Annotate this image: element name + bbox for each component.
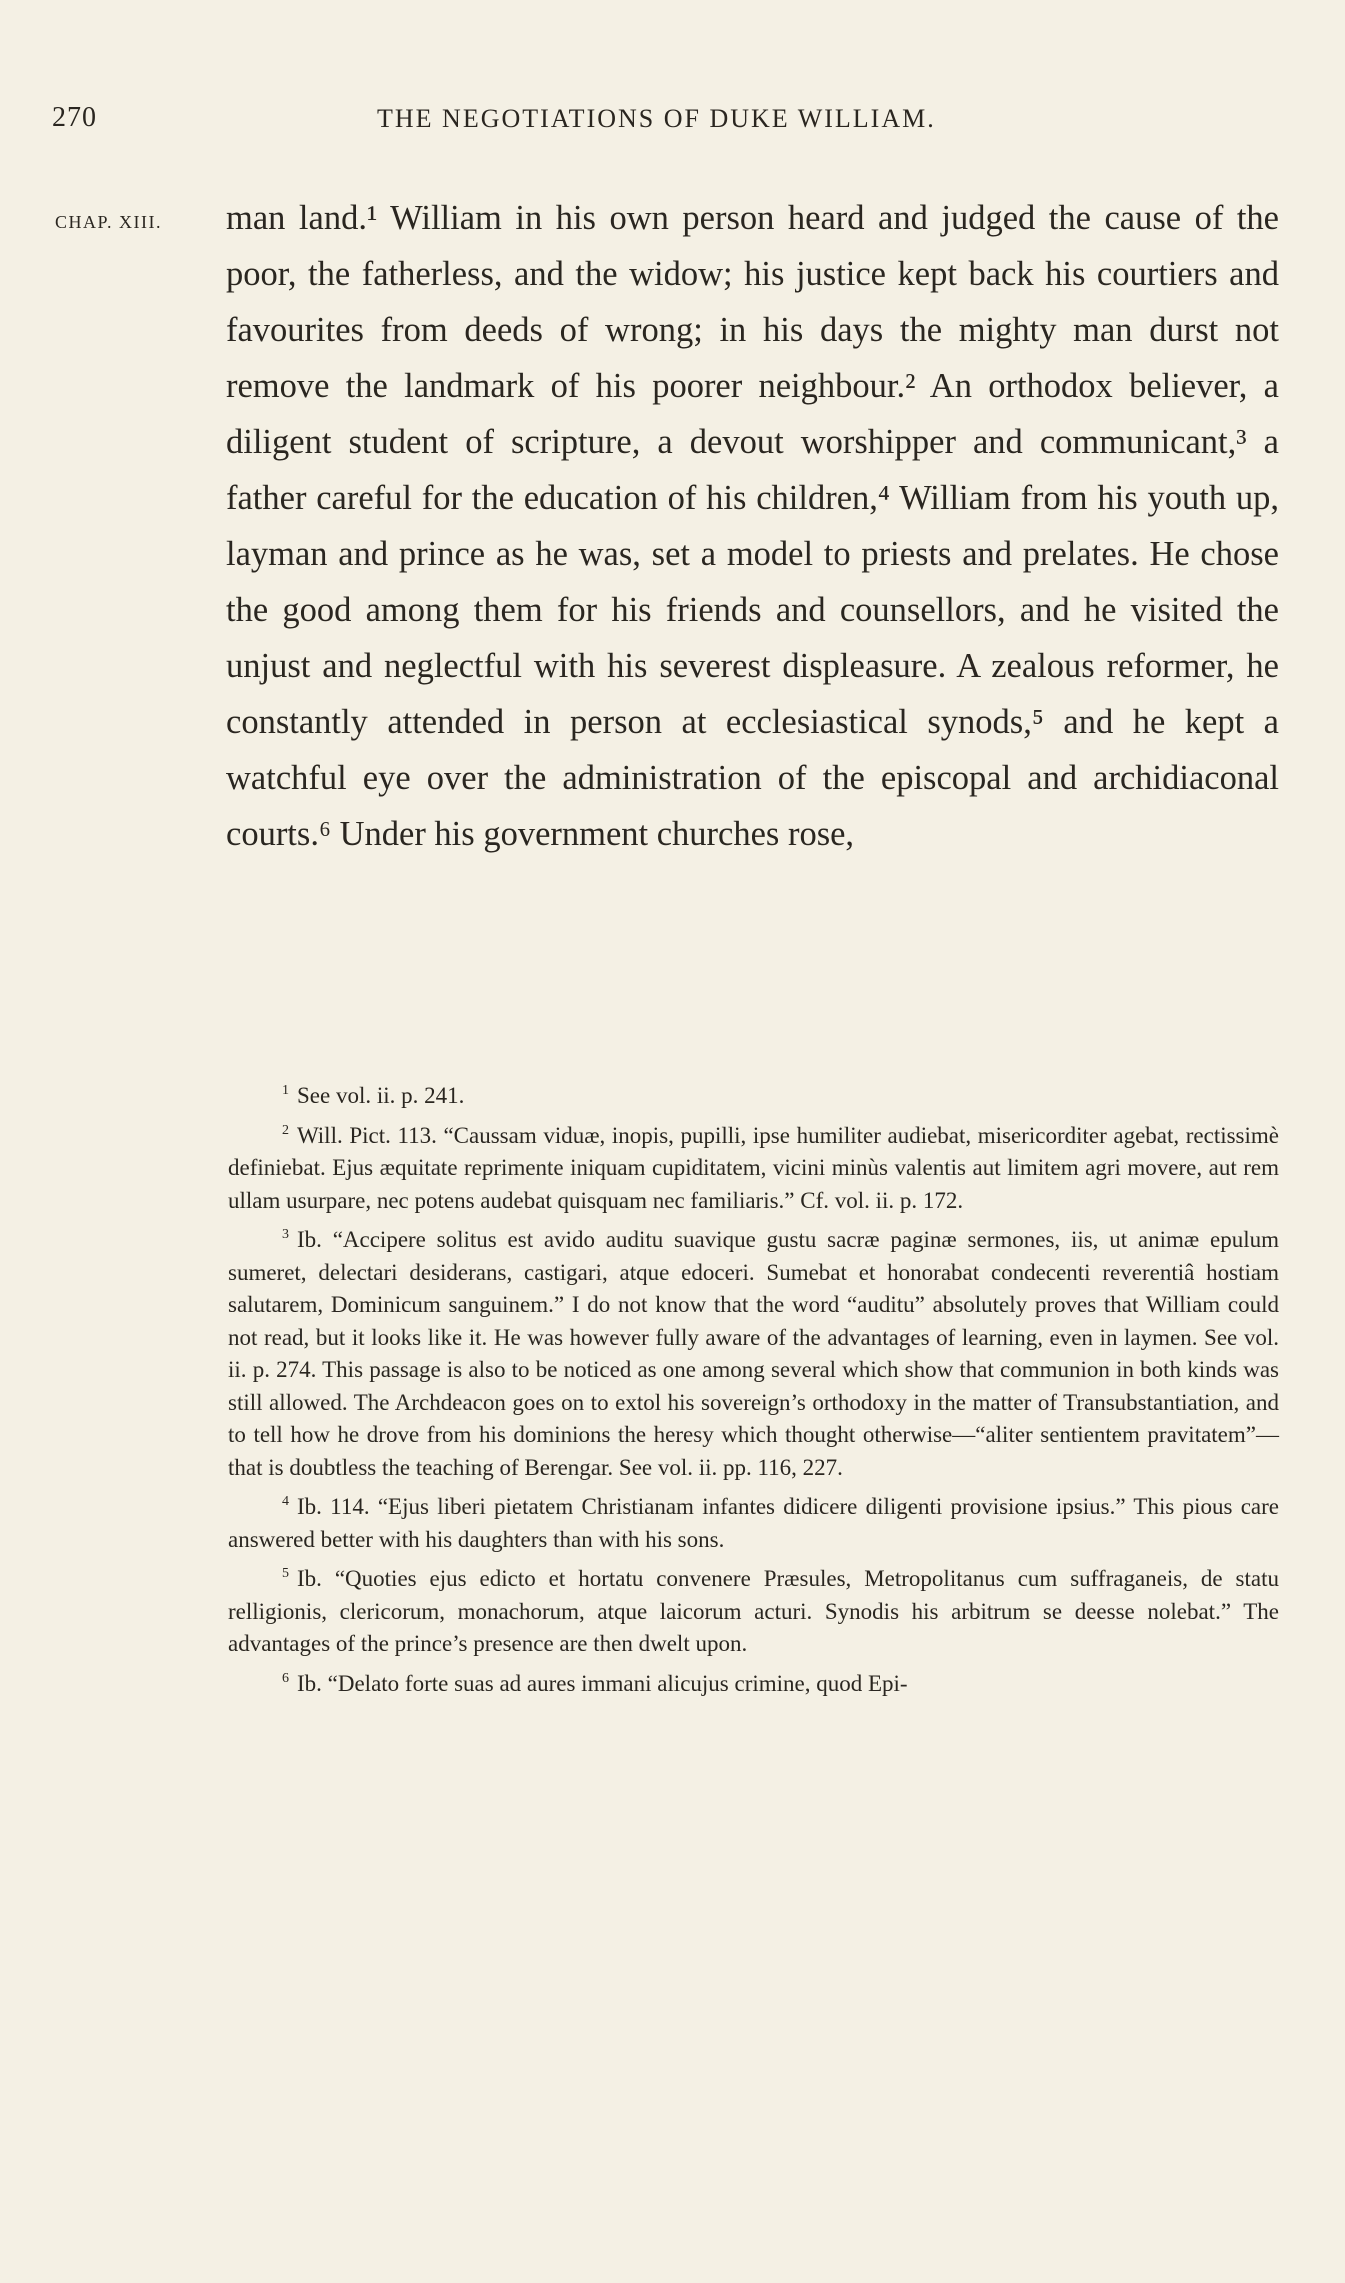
- footnote-marker: 3: [282, 1227, 289, 1242]
- footnote-marker: 5: [282, 1566, 289, 1581]
- page-number: 270: [52, 102, 97, 133]
- footnote-4: [228, 1486, 1279, 1556]
- body-paragraph: man land.¹ William in his own person heard and judged the cause of the poor, the fatherless, and the widow; his justice kept back his courtiers and favourites from deeds of wrong; in his days the mighty man durst not remove the landmark of his poorer neighbour.² An orthodox believer, a diligent student of scripture, a devout worshipper and communicant,³ a father careful for the education of his children,⁴ William from his youth up, layman and prince as he was, set a model to priests and prelates. He chose the good among them for his friends and counsellors, and he visited the unjust and neglectful with his severest displeasure. A zealous reformer, he constantly attended in person at ecclesiastical synods,⁵ and he kept a watchful eye over the administration of the episcopal and archidiaconal courts.⁶ Under his government churches rose,: [226, 199, 1279, 853]
- footnote-marker: 1: [282, 1083, 289, 1098]
- footnote-text: See vol. ii. p. 241.: [297, 1083, 465, 1108]
- footnote-text: Will. Pict. 113. “Caussam viduæ, inopis, pupilli, ipse humiliter audiebat, misericorditer agebat, rectissimè definiebat. Ejus æquitate reprimente iniquam cupiditatem, vicini minùs valentis aut limitem agri movere, aut rem ullam usurpare, nec potens audebat quisquam nec familiaris.” Cf. vol. ii. p. 172.: [228, 1122, 1279, 1213]
- footnote-6: [228, 1663, 1279, 1701]
- footnote-5: [228, 1558, 1279, 1661]
- footnote-text: Ib. 114. “Ejus liberi pietatem Christianam infantes didicere diligenti provisione ipsius.” This pious care answered better with his daughters than with his sons.: [228, 1494, 1279, 1552]
- footnote-text: Ib. “Delato forte suas ad aures immani alicujus crimine, quod Epi-: [297, 1670, 908, 1696]
- footnote-1: [228, 1075, 1279, 1113]
- footnote-marker: 4: [282, 1494, 289, 1509]
- footnote-marker: 6: [282, 1670, 289, 1686]
- body-text: [226, 190, 1279, 862]
- running-title: THE NEGOTIATIONS OF DUKE WILLIAM.: [377, 104, 936, 133]
- footnote-3: [228, 1219, 1279, 1484]
- footnote-text: Ib. “Accipere solitus est avido auditu suavique gustu sacræ paginæ sermones, iis, ut animæ epulum sumeret, delectari desiderans, castigari, atque edoceri. Sumebat et honorabat condecenti reverentiâ hostiam salutarem, Dominicum sanguinem.” I do not know that the word “auditu” absolutely proves that William could not read, but it looks like it. He was however fully aware of the advantages of learning, even in laymen. See vol. ii. p. 274. This passage is also to be noticed as one among several which show that communion in both kinds was still allowed. The Archdeacon goes on to extol his sovereign’s orthodoxy in the matter of Transubstantiation, and to tell how he drove from his dominions the heresy which thought otherwise—“aliter sentientem pravitatem”—that is doubtless the teaching of Berengar. See vol. ii. pp. 116, 227.: [228, 1227, 1279, 1480]
- running-head: [52, 102, 1282, 142]
- footnotes: [228, 1075, 1279, 1702]
- chapter-label: CHAP. XIII.: [55, 212, 163, 232]
- footnote-text: Ib. “Quoties ejus edicto et hortatu convenere Præsules, Metropolitanus cum suffraganeis, de statu relligionis, clericorum, monachorum, atque laicorum acturi. Synodis his arbitrum se deesse nolebat.” The advantages of the prince’s presence are then dwelt upon.: [228, 1566, 1279, 1656]
- footnote-marker: 2: [282, 1122, 289, 1138]
- footnote-2: [228, 1115, 1279, 1218]
